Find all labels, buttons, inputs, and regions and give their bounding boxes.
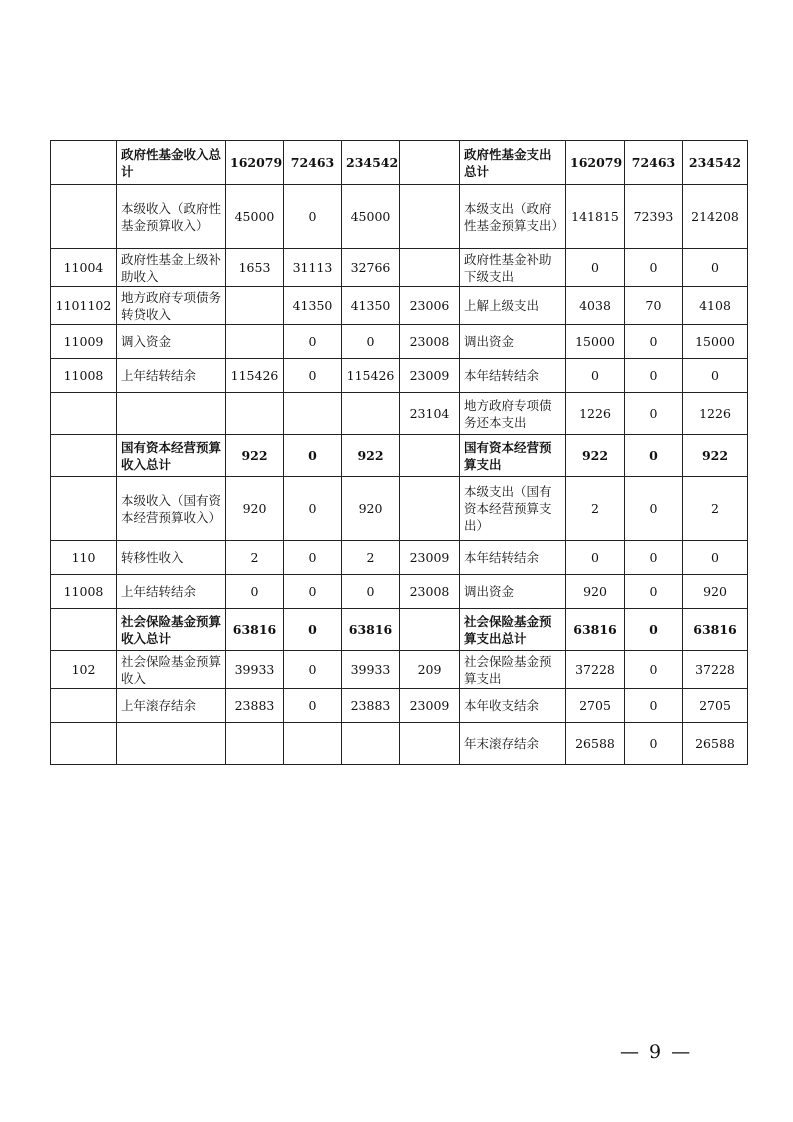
expense-adjust-value: 0: [625, 359, 683, 393]
table-row: [51, 185, 748, 249]
expense-item: 本级支出（政府性基金预算支出）: [460, 185, 566, 249]
table-row: [51, 541, 748, 575]
income-item: 转移性收入: [117, 541, 226, 575]
expense-adjust-value: 0: [625, 393, 683, 435]
income-adjust-value: 0: [284, 325, 342, 359]
expense-prev-value: 4038: [566, 287, 625, 325]
income-prev-value: 162079: [226, 141, 284, 185]
expense-item: 地方政府专项债务还本支出: [460, 393, 566, 435]
expense-item: 调出资金: [460, 325, 566, 359]
expense-item: 政府性基金支出总计: [460, 141, 566, 185]
expense-total-value: 214208: [683, 185, 748, 249]
income-item: 本级收入（国有资本经营预算收入）: [117, 477, 226, 541]
expense-prev-value: 2: [566, 477, 625, 541]
income-item: 调入资金: [117, 325, 226, 359]
income-total-value: 115426: [342, 359, 400, 393]
income-total-value: 41350: [342, 287, 400, 325]
income-adjust-value: 0: [284, 359, 342, 393]
expense-adjust-value: 0: [625, 435, 683, 477]
expense-prev-value: 1226: [566, 393, 625, 435]
income-code: [51, 141, 117, 185]
income-total-value: 45000: [342, 185, 400, 249]
expense-adjust-value: 70: [625, 287, 683, 325]
expense-prev-value: 26588: [566, 723, 625, 765]
table-row: [51, 325, 748, 359]
income-code: [51, 609, 117, 651]
expense-item: 调出资金: [460, 575, 566, 609]
expense-item: 政府性基金补助下级支出: [460, 249, 566, 287]
table-row: [51, 723, 748, 765]
table-row: [51, 689, 748, 723]
expense-total-value: 2: [683, 477, 748, 541]
income-prev-value: 39933: [226, 651, 284, 689]
table-row: [51, 393, 748, 435]
expense-adjust-value: 0: [625, 477, 683, 541]
expense-item: 国有资本经营预算支出: [460, 435, 566, 477]
income-item: 上年滚存结余: [117, 689, 226, 723]
expense-total-value: 4108: [683, 287, 748, 325]
table-row: [51, 249, 748, 287]
expense-item: 年末滚存结余: [460, 723, 566, 765]
expense-adjust-value: 0: [625, 651, 683, 689]
income-code: 102: [51, 651, 117, 689]
expense-prev-value: 0: [566, 359, 625, 393]
income-item: 本级收入（政府性基金预算收入）: [117, 185, 226, 249]
income-total-value: 63816: [342, 609, 400, 651]
income-adjust-value: 31113: [284, 249, 342, 287]
income-item: 政府性基金上级补助收入: [117, 249, 226, 287]
income-item: 社会保险基金预算收入: [117, 651, 226, 689]
expense-total-value: 15000: [683, 325, 748, 359]
table-body: [51, 141, 748, 765]
expense-total-value: 922: [683, 435, 748, 477]
table-row: [51, 141, 748, 185]
income-prev-value: 45000: [226, 185, 284, 249]
income-prev-value: 23883: [226, 689, 284, 723]
expense-item: 社会保险基金预算支出: [460, 651, 566, 689]
table-row: [51, 651, 748, 689]
income-item: 上年结转结余: [117, 359, 226, 393]
expense-prev-value: 37228: [566, 651, 625, 689]
expense-total-value: 63816: [683, 609, 748, 651]
income-total-value: [342, 723, 400, 765]
expense-prev-value: 0: [566, 249, 625, 287]
expense-code: 23008: [400, 575, 460, 609]
income-code: 110: [51, 541, 117, 575]
expense-total-value: 37228: [683, 651, 748, 689]
expense-adjust-value: 0: [625, 723, 683, 765]
income-adjust-value: 41350: [284, 287, 342, 325]
income-prev-value: [226, 325, 284, 359]
expense-adjust-value: 72463: [625, 141, 683, 185]
income-total-value: 922: [342, 435, 400, 477]
table-row: [51, 477, 748, 541]
income-total-value: 920: [342, 477, 400, 541]
income-code: [51, 723, 117, 765]
expense-code: 209: [400, 651, 460, 689]
income-prev-value: 63816: [226, 609, 284, 651]
expense-prev-value: 15000: [566, 325, 625, 359]
expense-code: [400, 477, 460, 541]
income-total-value: 0: [342, 575, 400, 609]
income-prev-value: 922: [226, 435, 284, 477]
expense-prev-value: 0: [566, 541, 625, 575]
expense-prev-value: 63816: [566, 609, 625, 651]
expense-total-value: 1226: [683, 393, 748, 435]
income-item: 政府性基金收入总计: [117, 141, 226, 185]
income-code: [51, 185, 117, 249]
expense-code: [400, 249, 460, 287]
income-item: 上年结转结余: [117, 575, 226, 609]
expense-item: 社会保险基金预算支出总计: [460, 609, 566, 651]
expense-prev-value: 162079: [566, 141, 625, 185]
expense-code: [400, 141, 460, 185]
income-adjust-value: 0: [284, 651, 342, 689]
expense-adjust-value: 0: [625, 575, 683, 609]
income-adjust-value: 0: [284, 609, 342, 651]
income-code: 11004: [51, 249, 117, 287]
income-total-value: 234542: [342, 141, 400, 185]
income-adjust-value: 0: [284, 477, 342, 541]
income-total-value: 39933: [342, 651, 400, 689]
expense-prev-value: 920: [566, 575, 625, 609]
expense-total-value: 0: [683, 249, 748, 287]
income-total-value: [342, 393, 400, 435]
income-adjust-value: 0: [284, 689, 342, 723]
income-prev-value: 2: [226, 541, 284, 575]
expense-total-value: 234542: [683, 141, 748, 185]
income-adjust-value: 0: [284, 185, 342, 249]
expense-item: 本年结转结余: [460, 359, 566, 393]
expense-code: 23008: [400, 325, 460, 359]
expense-prev-value: 922: [566, 435, 625, 477]
income-prev-value: [226, 287, 284, 325]
expense-adjust-value: 0: [625, 689, 683, 723]
income-prev-value: [226, 723, 284, 765]
income-prev-value: 115426: [226, 359, 284, 393]
income-adjust-value: 0: [284, 435, 342, 477]
income-item: 社会保险基金预算收入总计: [117, 609, 226, 651]
expense-code: 23104: [400, 393, 460, 435]
income-code: [51, 435, 117, 477]
income-adjust-value: 72463: [284, 141, 342, 185]
table-row: [51, 287, 748, 325]
income-prev-value: 920: [226, 477, 284, 541]
income-prev-value: 0: [226, 575, 284, 609]
income-item: 国有资本经营预算收入总计: [117, 435, 226, 477]
expense-code: [400, 185, 460, 249]
expense-prev-value: 141815: [566, 185, 625, 249]
expense-adjust-value: 72393: [625, 185, 683, 249]
income-adjust-value: 0: [284, 575, 342, 609]
income-code: [51, 477, 117, 541]
expense-adjust-value: 0: [625, 325, 683, 359]
income-adjust-value: 0: [284, 541, 342, 575]
table-row: [51, 435, 748, 477]
expense-code: [400, 609, 460, 651]
expense-total-value: 0: [683, 359, 748, 393]
expense-code: 23006: [400, 287, 460, 325]
income-code: 11008: [51, 575, 117, 609]
income-prev-value: 1653: [226, 249, 284, 287]
expense-code: [400, 435, 460, 477]
expense-adjust-value: 0: [625, 249, 683, 287]
income-code: [51, 393, 117, 435]
income-item: [117, 393, 226, 435]
income-adjust-value: [284, 723, 342, 765]
income-item: [117, 723, 226, 765]
expense-item: 本年结转结余: [460, 541, 566, 575]
expense-total-value: 0: [683, 541, 748, 575]
table-row: [51, 609, 748, 651]
income-code: 11009: [51, 325, 117, 359]
expense-code: 23009: [400, 689, 460, 723]
expense-item: 上解上级支出: [460, 287, 566, 325]
income-total-value: 23883: [342, 689, 400, 723]
income-adjust-value: [284, 393, 342, 435]
income-total-value: 0: [342, 325, 400, 359]
income-code: [51, 689, 117, 723]
table-row: [51, 359, 748, 393]
expense-code: 23009: [400, 359, 460, 393]
income-total-value: 2: [342, 541, 400, 575]
table-row: [51, 575, 748, 609]
expense-item: 本级支出（国有资本经营预算支出）: [460, 477, 566, 541]
page-number: — 9 —: [620, 1041, 693, 1063]
income-code: 11008: [51, 359, 117, 393]
expense-item: 本年收支结余: [460, 689, 566, 723]
income-code: 1101102: [51, 287, 117, 325]
expense-adjust-value: 0: [625, 541, 683, 575]
expense-prev-value: 2705: [566, 689, 625, 723]
expense-adjust-value: 0: [625, 609, 683, 651]
budget-table: [50, 140, 748, 765]
expense-code: [400, 723, 460, 765]
income-prev-value: [226, 393, 284, 435]
expense-total-value: 26588: [683, 723, 748, 765]
expense-total-value: 2705: [683, 689, 748, 723]
expense-code: 23009: [400, 541, 460, 575]
income-item: 地方政府专项债务转贷收入: [117, 287, 226, 325]
expense-total-value: 920: [683, 575, 748, 609]
income-total-value: 32766: [342, 249, 400, 287]
